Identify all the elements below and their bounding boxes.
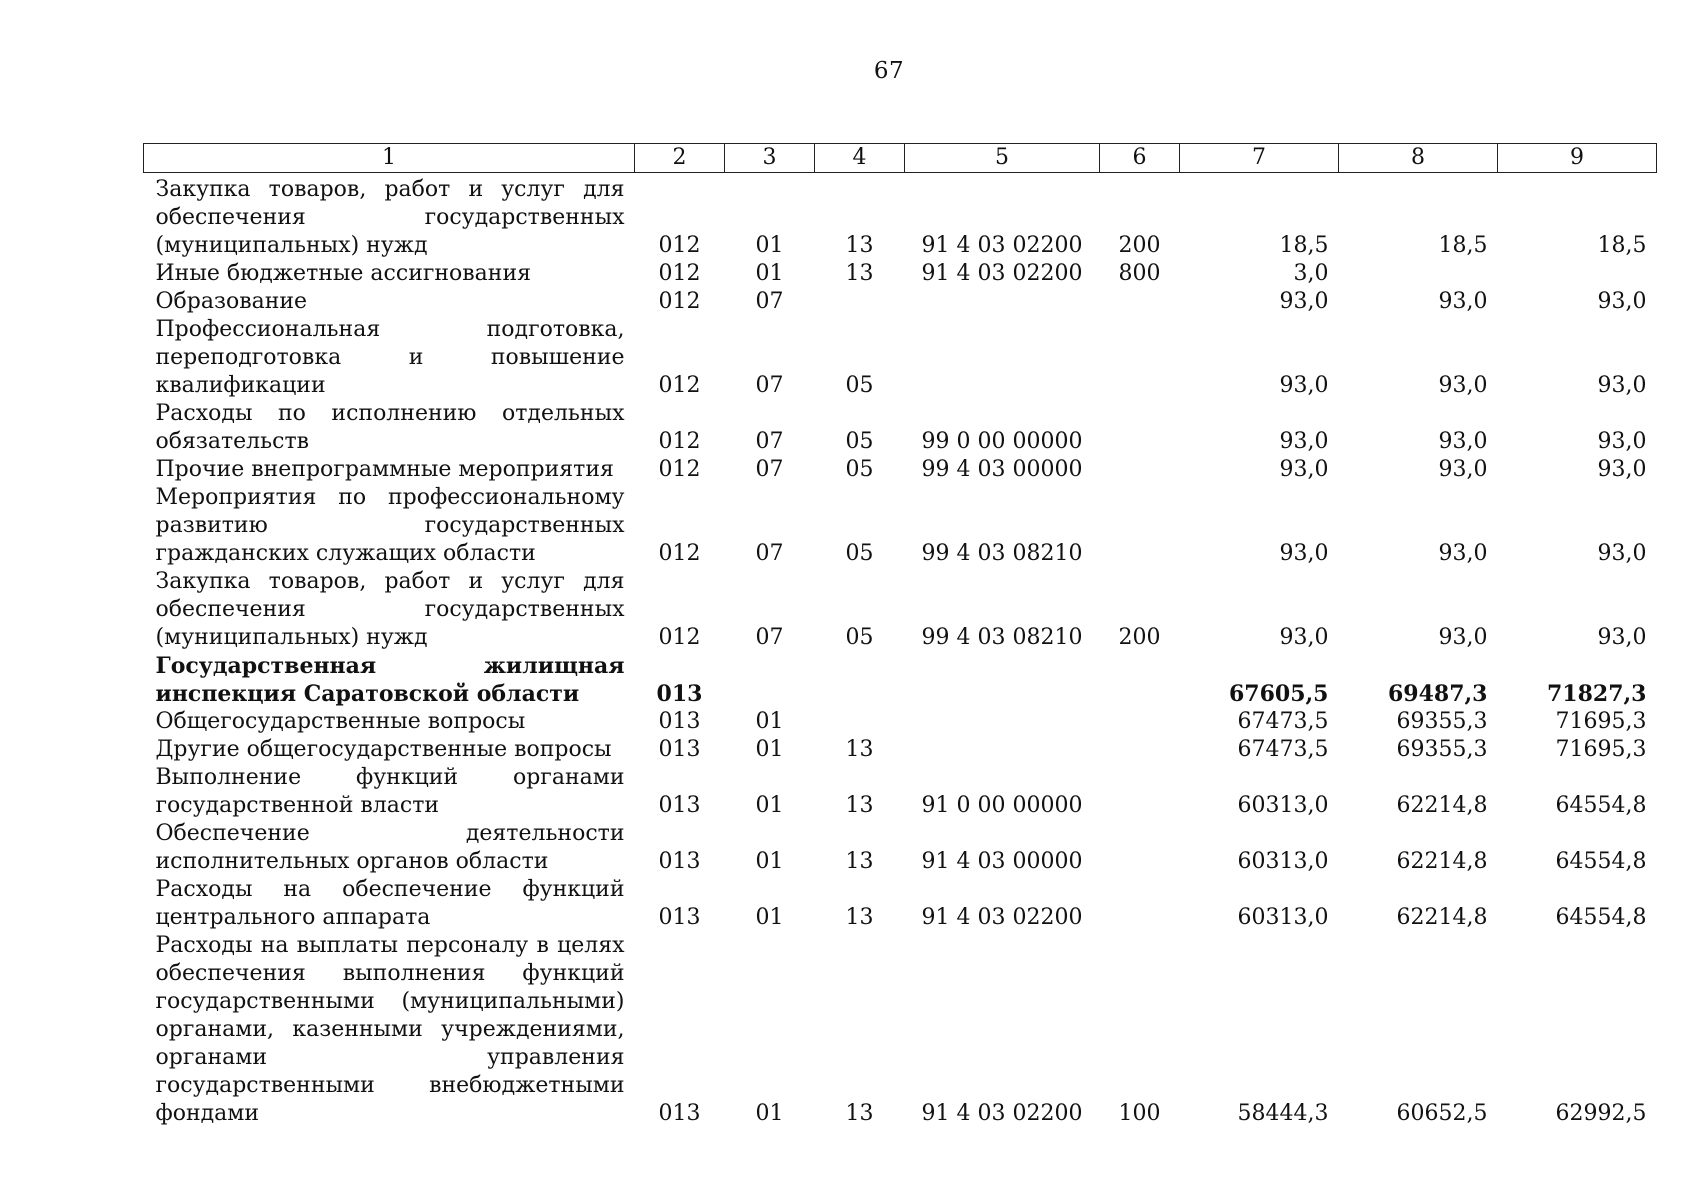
row-ministry-code: 013	[658, 737, 701, 762]
row-name: Закупка товаров, работ и услуг для обеспечения государственных (муниципальных) нужд	[155, 569, 625, 650]
row-ministry-code: 013	[658, 793, 701, 818]
header-col-2: 2	[635, 144, 725, 173]
row-amount-col7: 93,0	[1279, 289, 1329, 314]
row-amount-col9: 93,0	[1597, 429, 1647, 454]
row-amount-col7: 60313,0	[1237, 793, 1329, 818]
row-amount-col9: 93,0	[1597, 625, 1647, 650]
row-name: Профессиональная подготовка, переподготовка и повышение квалификации	[155, 317, 625, 398]
row-amount-col7: 60313,0	[1237, 905, 1329, 930]
row-amount-col7: 67473,5	[1237, 709, 1329, 734]
header-col-7: 7	[1180, 144, 1339, 173]
row-amount-col9: 71695,3	[1555, 737, 1647, 762]
row-expense-type	[1100, 400, 1180, 456]
row-subsection-code	[815, 708, 905, 736]
row-expense-type: 100	[1118, 1101, 1161, 1126]
row-ministry-code: 013	[658, 849, 701, 874]
row-amount-col8: 93,0	[1438, 429, 1488, 454]
row-amount-col8: 93,0	[1438, 373, 1488, 398]
row-ministry-code: 012	[658, 457, 701, 482]
row-section-code: 01	[755, 849, 784, 874]
row-subsection-code: 13	[845, 793, 874, 818]
row-expense-type: 200	[1118, 625, 1161, 650]
row-amount-col7: 93,0	[1279, 373, 1329, 398]
row-section-code: 01	[755, 233, 784, 258]
row-target-article: 91 0 00 00000	[921, 793, 1083, 818]
row-section-code: 07	[755, 373, 784, 398]
page-number: 67	[873, 58, 905, 84]
row-amount-col8: 69487,3	[1387, 681, 1488, 707]
row-amount-col9: 71827,3	[1546, 681, 1647, 707]
row-subsection-code: 13	[845, 849, 874, 874]
row-target-article: 99 4 03 08210	[921, 541, 1083, 566]
header-col-8: 8	[1339, 144, 1498, 173]
table-row	[144, 456, 1657, 484]
row-amount-col8: 62214,8	[1396, 849, 1488, 874]
row-ministry-code: 013	[658, 709, 701, 734]
row-name: Закупка товаров, работ и услуг для обеспечения государственных (муниципальных) нужд	[155, 177, 625, 258]
row-amount-col9: 64554,8	[1555, 905, 1647, 930]
row-name: Выполнение функций органами государственной власти	[155, 765, 625, 818]
row-section-code: 07	[755, 457, 784, 482]
row-amount-col9: 64554,8	[1555, 849, 1647, 874]
row-section-code: 07	[755, 429, 784, 454]
row-section-code: 01	[755, 737, 784, 762]
row-amount-col7: 60313,0	[1237, 849, 1329, 874]
row-name: Расходы на выплаты персоналу в целях обеспечения выполнения функций государственными (муниципальными) органами, казенными учреждениями, органами управления государственными внебюджетными фондами	[155, 933, 625, 1126]
row-subsection-code: 05	[845, 373, 874, 398]
row-section-code: 01	[755, 1101, 784, 1126]
header-col-4: 4	[815, 144, 905, 173]
row-ministry-code: 013	[658, 905, 701, 930]
row-subsection-code: 05	[845, 457, 874, 482]
header-row	[144, 144, 1657, 173]
row-amount-col9: 93,0	[1597, 457, 1647, 482]
row-amount-col9: 71695,3	[1555, 709, 1647, 734]
row-target-article: 91 4 03 02200	[921, 261, 1083, 286]
row-target-article: 91 4 03 02200	[921, 1101, 1083, 1126]
row-amount-col8	[1339, 260, 1498, 288]
row-name: Расходы по исполнению отдельных обязательств	[155, 401, 625, 454]
row-target-article	[905, 288, 1100, 316]
row-amount-col7: 67473,5	[1237, 737, 1329, 762]
table-row	[144, 316, 1657, 400]
table-row	[144, 484, 1657, 568]
row-name: Расходы на обеспечение функций центрального аппарата	[155, 877, 625, 930]
row-amount-col8: 62214,8	[1396, 793, 1488, 818]
row-amount-col9: 93,0	[1597, 541, 1647, 566]
table-row	[144, 288, 1657, 316]
row-subsection-code: 13	[845, 905, 874, 930]
row-ministry-code: 013	[656, 681, 703, 707]
row-subsection-code	[815, 288, 905, 316]
row-section-code: 01	[755, 793, 784, 818]
budget-table	[143, 143, 1657, 1128]
row-expense-type	[1100, 484, 1180, 568]
header-col-6: 6	[1100, 144, 1180, 173]
row-name: Государственная жилищная инспекция Саратовской области	[155, 653, 625, 707]
row-section-code: 01	[755, 905, 784, 930]
row-target-article: 91 4 03 00000	[921, 849, 1083, 874]
row-target-article	[905, 708, 1100, 736]
row-section-code: 01	[755, 261, 784, 286]
row-amount-col9: 18,5	[1597, 233, 1647, 258]
row-target-article	[905, 736, 1100, 764]
row-expense-type	[1100, 708, 1180, 736]
row-expense-type: 200	[1118, 233, 1161, 258]
table-row	[144, 736, 1657, 764]
table-row	[144, 764, 1657, 820]
table-row	[144, 400, 1657, 456]
row-name: Другие общегосударственные вопросы	[155, 737, 612, 762]
table-row	[144, 173, 1657, 261]
row-target-article	[905, 652, 1100, 708]
row-subsection-code: 05	[845, 541, 874, 566]
row-amount-col8: 93,0	[1438, 541, 1488, 566]
row-ministry-code: 012	[658, 233, 701, 258]
row-amount-col7: 93,0	[1279, 541, 1329, 566]
row-amount-col8: 62214,8	[1396, 905, 1488, 930]
row-amount-col9	[1498, 260, 1657, 288]
row-expense-type: 800	[1118, 261, 1161, 286]
row-amount-col8: 93,0	[1438, 625, 1488, 650]
row-ministry-code: 012	[658, 261, 701, 286]
row-amount-col8: 93,0	[1438, 457, 1488, 482]
row-ministry-code: 012	[658, 289, 701, 314]
table-row	[144, 820, 1657, 876]
row-ministry-code: 012	[658, 625, 701, 650]
header-col-5: 5	[905, 144, 1100, 173]
row-amount-col8: 69355,3	[1396, 737, 1488, 762]
table-body	[144, 173, 1657, 1129]
row-ministry-code: 013	[658, 1101, 701, 1126]
table-row	[144, 932, 1657, 1128]
row-target-article: 99 4 03 08210	[921, 625, 1083, 650]
row-subsection-code: 13	[845, 233, 874, 258]
row-amount-col9: 93,0	[1597, 373, 1647, 398]
row-section-code: 07	[755, 625, 784, 650]
row-subsection-code: 13	[845, 261, 874, 286]
row-target-article: 99 0 00 00000	[921, 429, 1083, 454]
row-amount-col7: 3,0	[1293, 261, 1329, 286]
row-amount-col9: 64554,8	[1555, 793, 1647, 818]
row-name: Иные бюджетные ассигнования	[155, 261, 531, 286]
row-subsection-code: 05	[845, 429, 874, 454]
table-header	[144, 144, 1657, 173]
table-row	[144, 708, 1657, 736]
row-amount-col9: 62992,5	[1555, 1101, 1647, 1126]
row-amount-col7: 58444,3	[1237, 1101, 1329, 1126]
row-ministry-code: 012	[658, 541, 701, 566]
row-name: Мероприятия по профессиональному развитию государственных гражданских служащих области	[155, 485, 625, 566]
row-section-code	[725, 652, 815, 708]
table-row	[144, 652, 1657, 708]
row-target-article: 99 4 03 00000	[921, 457, 1083, 482]
row-section-code: 07	[755, 289, 784, 314]
header-col-1: 1	[144, 144, 635, 173]
row-name: Общегосударственные вопросы	[155, 709, 526, 734]
row-name: Прочие внепрограммные мероприятия	[155, 457, 614, 482]
row-expense-type	[1100, 764, 1180, 820]
row-subsection-code: 13	[845, 737, 874, 762]
row-subsection-code: 13	[845, 1101, 874, 1126]
row-amount-col9: 93,0	[1597, 289, 1647, 314]
row-subsection-code	[815, 652, 905, 708]
row-amount-col7: 93,0	[1279, 457, 1329, 482]
row-expense-type	[1100, 876, 1180, 932]
row-name: Обеспечение деятельности исполнительных органов области	[155, 821, 625, 874]
table-row	[144, 568, 1657, 652]
row-target-article	[905, 316, 1100, 400]
row-amount-col8: 60652,5	[1396, 1101, 1488, 1126]
row-expense-type	[1100, 316, 1180, 400]
row-amount-col8: 18,5	[1438, 233, 1488, 258]
row-amount-col7: 67605,5	[1228, 681, 1329, 707]
row-name: Образование	[155, 289, 308, 314]
row-target-article: 91 4 03 02200	[921, 905, 1083, 930]
row-amount-col7: 93,0	[1279, 625, 1329, 650]
row-amount-col8: 93,0	[1438, 289, 1488, 314]
row-expense-type	[1100, 736, 1180, 764]
table-row	[144, 876, 1657, 932]
row-amount-col7: 18,5	[1279, 233, 1329, 258]
row-amount-col8: 69355,3	[1396, 709, 1488, 734]
row-expense-type	[1100, 288, 1180, 316]
header-col-9: 9	[1498, 144, 1657, 173]
header-col-3: 3	[725, 144, 815, 173]
row-ministry-code: 012	[658, 429, 701, 454]
row-target-article: 91 4 03 02200	[921, 233, 1083, 258]
row-expense-type	[1100, 456, 1180, 484]
row-amount-col7: 93,0	[1279, 429, 1329, 454]
row-section-code: 01	[755, 709, 784, 734]
row-ministry-code: 012	[658, 373, 701, 398]
table-row	[144, 260, 1657, 288]
row-subsection-code: 05	[845, 625, 874, 650]
row-expense-type	[1100, 652, 1180, 708]
row-section-code: 07	[755, 541, 784, 566]
row-expense-type	[1100, 820, 1180, 876]
